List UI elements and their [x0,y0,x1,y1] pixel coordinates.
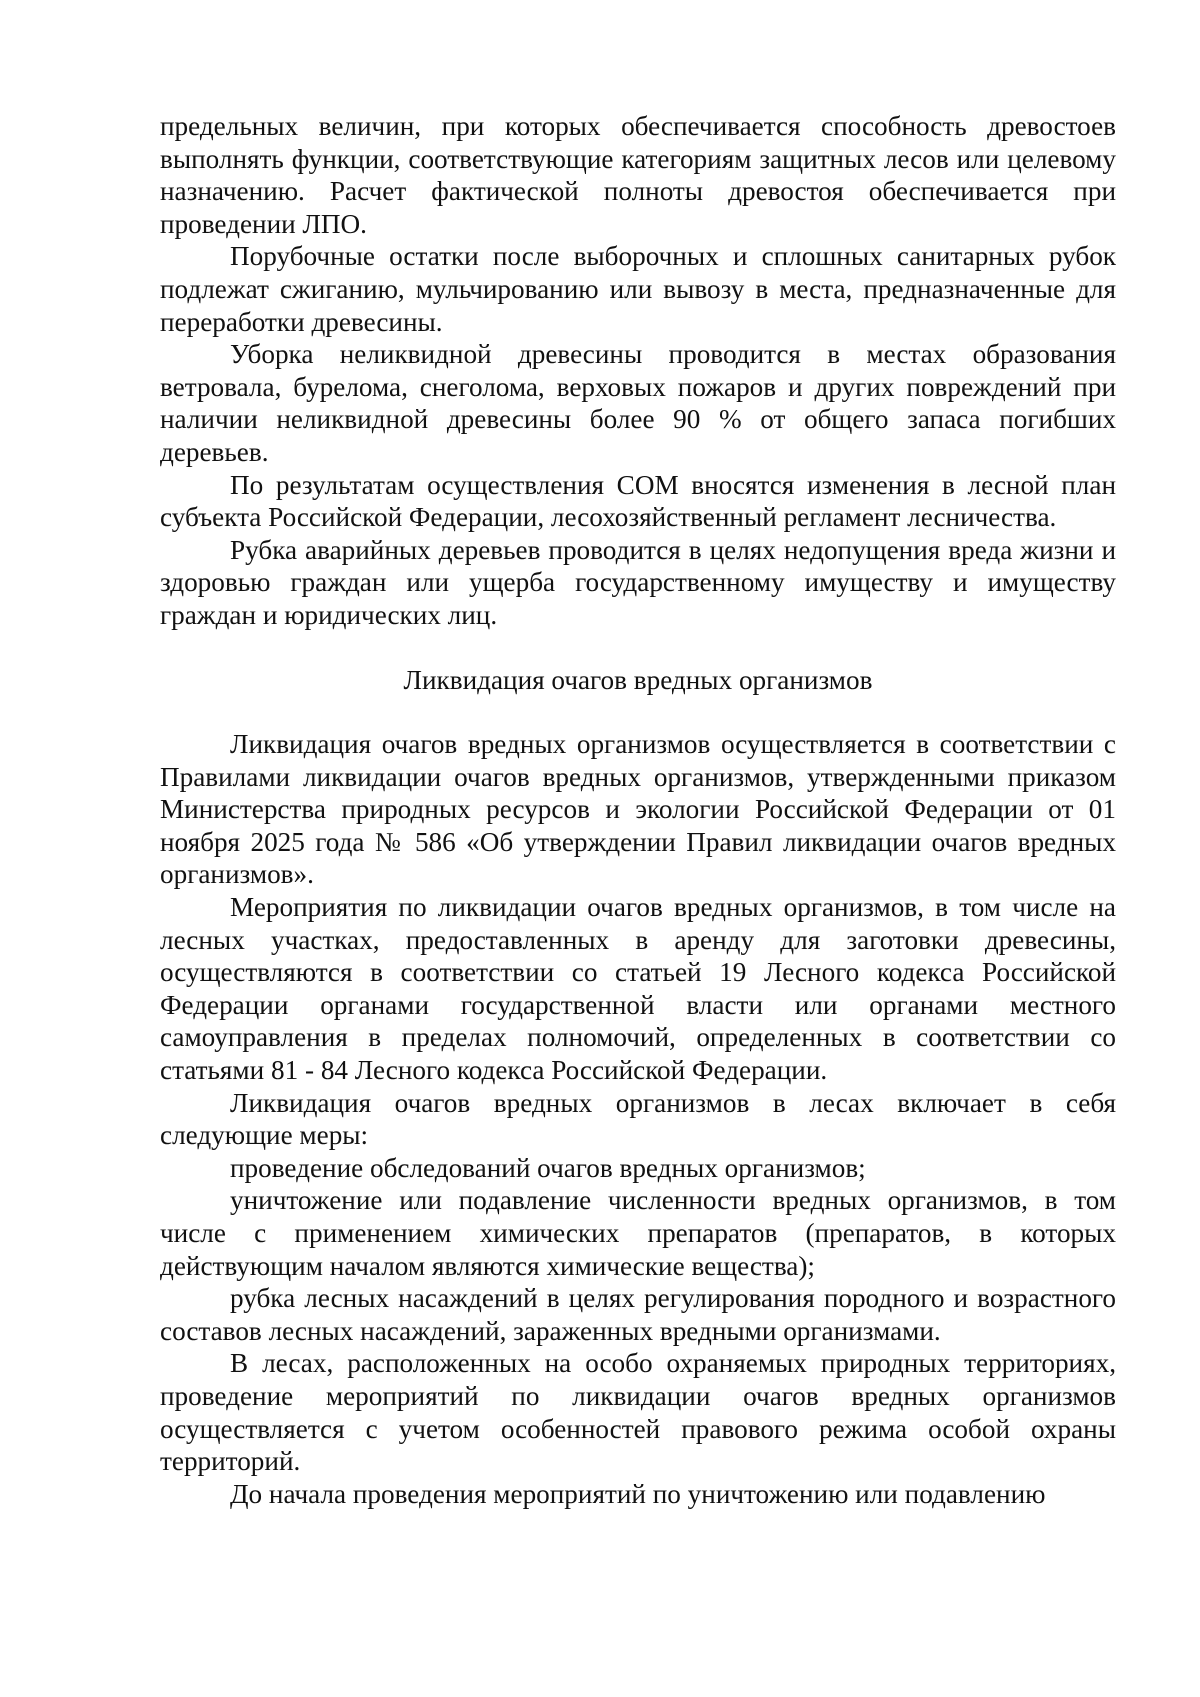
paragraph-measures-authorities: Мероприятия по ликвидации очагов вредных организмов, в том числе на лесных участках, предоставленных в аренду для заготовки древесины, осуществляются в соответствии со статьей 19 Лесного кодекса Российской Федерации органами государственной власти или органами местного самоуправления в пределах полномочий, определенных в соответствии со статьями 81 - 84 Лесного кодекса Российской Федерации. [160,892,1116,1086]
paragraph-before-measures: До начала проведения мероприятий по уничтожению или подавлению [230,1478,1046,1509]
document-page [160,110,1116,1510]
paragraph-protected-areas: В лесах, расположенных на особо охраняемых природных территориях, проведение мероприятий по ликвидации очагов вредных организмов осуществляется с учетом особенностей правового режима особой охраны территорий. [160,1348,1116,1477]
paragraph-rules-reference: Ликвидация очагов вредных организмов осуществляется в соответствии с Правилами ликвидации очагов вредных организмов, утвержденными приказом Министерства природных ресурсов и экологии Российской Федерации от 01 ноября 2025 года № 586 «Об утверждении Правил ликвидации очагов вредных организмов». [160,729,1116,890]
list-item-felling: рубка лесных насаждений в целях регулирования породного и возрастного составов лесных насаждений, зараженных вредными организмами. [160,1283,1116,1346]
section-heading: Ликвидация очагов вредных организмов [403,664,873,695]
paragraph-illiquid-wood: Уборка неликвидной древесины проводится в местах образования ветровала, бурелома, снеголома, верховых пожаров и других повреждений при наличии неликвидной древесины более 90 % от общего запаса погибших деревьев. [160,339,1116,467]
paragraph-som-results: По результатам осуществления СОМ вносятся изменения в лесной план субъекта Российской Федерации, лесохозяйственный регламент лесничества. [160,469,1116,533]
paragraph-logging-residues: Порубочные остатки после выборочных и сплошных санитарных рубок подлежат сжиганию, мульчированию или вывозу в места, предназначенные для переработки древесины. [160,241,1116,337]
list-item-surveys: проведение обследований очагов вредных организмов; [230,1152,866,1183]
paragraph-continued: предельных величин, при которых обеспечивается способность древостоев выполнять функции, соответствующие категориям защитных лесов или целевому назначению. Расчет фактической полноты древостоя обеспечивается при проведении ЛПО. [160,111,1116,239]
paragraph-emergency-trees: Рубка аварийных деревьев проводится в целях недопущения вреда жизни и здоровью граждан или ущерба государственному имуществу и имуществу граждан и юридических лиц. [160,534,1116,630]
list-item-suppression: уничтожение или подавление численности вредных организмов, в том числе с применением химических препаратов (препаратов, в которых действующим началом являются химические вещества); [160,1185,1116,1281]
paragraph-measures-intro: Ликвидация очагов вредных организмов в лесах включает в себя следующие меры: [160,1087,1116,1151]
